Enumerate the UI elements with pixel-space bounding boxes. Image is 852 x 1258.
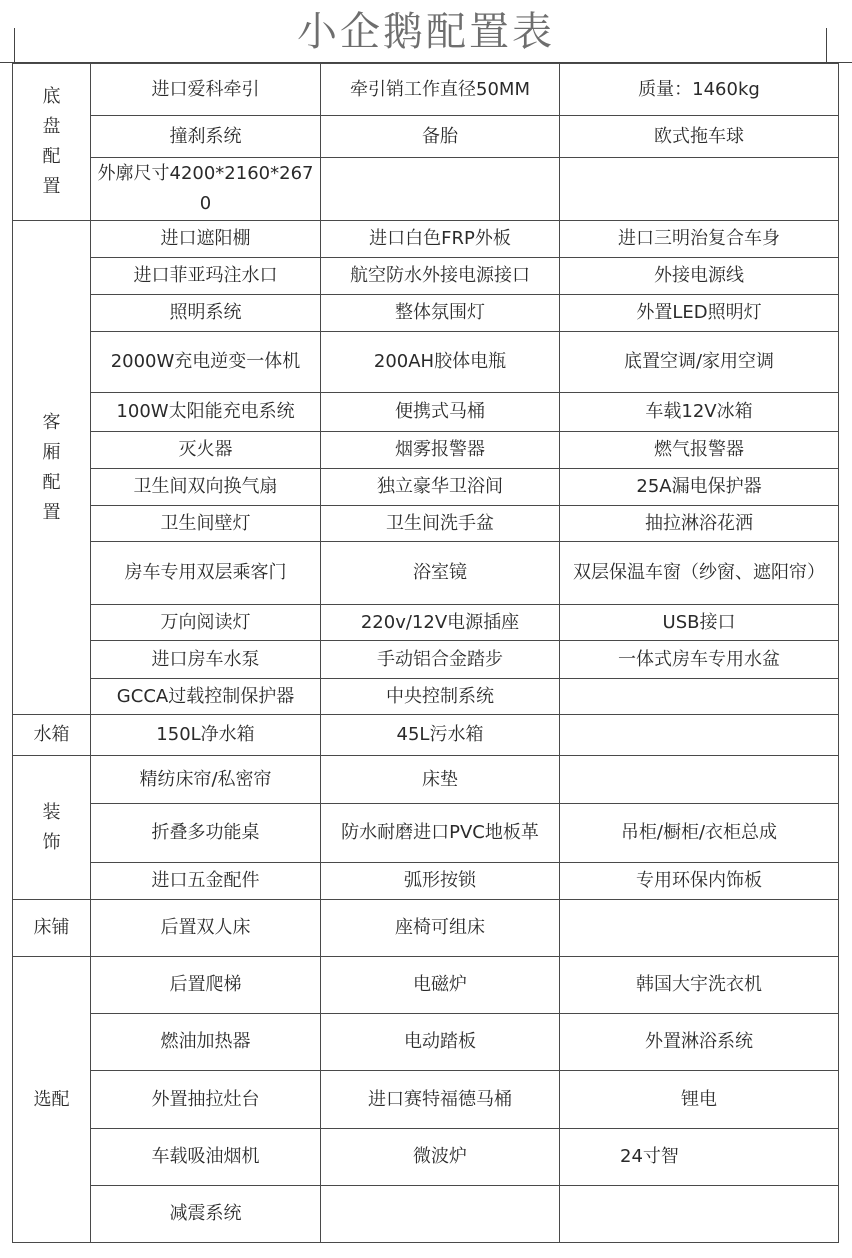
- table-cell: 房车专用双层乘客门: [91, 542, 321, 605]
- table-cell: 减震系统: [91, 1186, 321, 1243]
- table-cell: 质量：1460kg: [560, 64, 839, 116]
- table-row: [13, 605, 839, 641]
- table-cell: 220v/12V电源插座: [321, 605, 560, 641]
- table-cell: 2000W充电逆变一体机: [91, 332, 321, 393]
- table-cell: 进口三明治复合车身: [560, 221, 839, 258]
- table-cell: 韩国大宇洗衣机: [560, 957, 839, 1014]
- title-border-left: [14, 28, 15, 62]
- table-cell: 独立豪华卫浴间: [321, 469, 560, 506]
- table-row: [13, 506, 839, 542]
- table-cell: 照明系统: [91, 295, 321, 332]
- table-cell: 24寸智: [560, 1129, 839, 1186]
- table-cell: 外置抽拉灶台: [91, 1071, 321, 1129]
- table-cell: 电动踏板: [321, 1014, 560, 1071]
- table-row: [13, 679, 839, 715]
- table-row: [13, 900, 839, 957]
- table-row: [13, 542, 839, 605]
- table-cell: 万向阅读灯: [91, 605, 321, 641]
- table-row: [13, 804, 839, 863]
- table-row: [13, 1014, 839, 1071]
- title-border-right: [826, 28, 827, 62]
- table-cell: 100W太阳能充电系统: [91, 393, 321, 432]
- table-cell: 外置淋浴系统: [560, 1014, 839, 1071]
- table-row: [13, 1071, 839, 1129]
- table-row: [13, 116, 839, 158]
- table-cell: 床垫: [321, 756, 560, 804]
- table-row: [13, 469, 839, 506]
- config-table: [12, 63, 839, 1243]
- table-cell: 吊柜/橱柜/衣柜总成: [560, 804, 839, 863]
- table-row: [13, 756, 839, 804]
- table-cell: 航空防水外接电源接口: [321, 258, 560, 295]
- table-cell: 锂电: [560, 1071, 839, 1129]
- table-row: [13, 332, 839, 393]
- table-cell: 牵引销工作直径50MM: [321, 64, 560, 116]
- table-cell: 进口赛特福德马桶: [321, 1071, 560, 1129]
- table-cell: 中央控制系统: [321, 679, 560, 715]
- table-cell: 卫生间壁灯: [91, 506, 321, 542]
- table-cell: [560, 756, 839, 804]
- table-cell: 外廓尺寸4200*2160*2670: [91, 158, 321, 221]
- table-cell: 车载12V冰箱: [560, 393, 839, 432]
- table-cell: 双层保温车窗（纱窗、遮阳帘）: [560, 542, 839, 605]
- category-cabin: 客厢配置: [13, 221, 91, 715]
- category-water-tank: 水箱: [13, 715, 91, 756]
- table-cell: 便携式马桶: [321, 393, 560, 432]
- table-cell: 欧式拖车球: [560, 116, 839, 158]
- table-cell: 折叠多功能桌: [91, 804, 321, 863]
- table-cell: 备胎: [321, 116, 560, 158]
- page-title: 小企鹅配置表: [297, 9, 555, 55]
- table-cell: 进口爱科牵引: [91, 64, 321, 116]
- table-row: [13, 295, 839, 332]
- table-cell: [560, 715, 839, 756]
- table-row: [13, 258, 839, 295]
- table-cell: 弧形按锁: [321, 863, 560, 900]
- table-cell: 进口菲亚玛注水口: [91, 258, 321, 295]
- table-cell: 进口遮阳棚: [91, 221, 321, 258]
- table-cell: 座椅可组床: [321, 900, 560, 957]
- table-cell: 整体氛围灯: [321, 295, 560, 332]
- table-cell: 浴室镜: [321, 542, 560, 605]
- table-row: [13, 957, 839, 1014]
- table-cell: 25A漏电保护器: [560, 469, 839, 506]
- table-cell: [321, 1186, 560, 1243]
- table-cell: [560, 1186, 839, 1243]
- category-optional: 选配: [13, 957, 91, 1243]
- table-cell: 一体式房车专用水盆: [560, 641, 839, 679]
- table-cell: 底置空调/家用空调: [560, 332, 839, 393]
- table-cell: 燃油加热器: [91, 1014, 321, 1071]
- table-cell: [321, 158, 560, 221]
- table-row: [13, 715, 839, 756]
- table-cell: 专用环保内饰板: [560, 863, 839, 900]
- table-row: [13, 863, 839, 900]
- table-row: [13, 64, 839, 116]
- table-row: [13, 1186, 839, 1243]
- table-cell: 抽拉淋浴花洒: [560, 506, 839, 542]
- table-cell: 外置LED照明灯: [560, 295, 839, 332]
- table-cell: 灭火器: [91, 432, 321, 469]
- category-bedding: 床铺: [13, 900, 91, 957]
- table-cell: 电磁炉: [321, 957, 560, 1014]
- table-cell: [560, 679, 839, 715]
- table-cell: [560, 158, 839, 221]
- table-row: [13, 221, 839, 258]
- table-cell: 卫生间双向换气扇: [91, 469, 321, 506]
- table-row: [13, 393, 839, 432]
- table-cell: 微波炉: [321, 1129, 560, 1186]
- table-cell: 防水耐磨进口PVC地板革: [321, 804, 560, 863]
- category-decoration: 装饰: [13, 756, 91, 900]
- table-cell: 150L净水箱: [91, 715, 321, 756]
- category-chassis: 底盘配置: [13, 64, 91, 221]
- table-cell: 45L污水箱: [321, 715, 560, 756]
- table-cell: 后置双人床: [91, 900, 321, 957]
- table-cell: 进口五金配件: [91, 863, 321, 900]
- table-cell: 进口白色FRP外板: [321, 221, 560, 258]
- table-cell: 燃气报警器: [560, 432, 839, 469]
- table-cell: 外接电源线: [560, 258, 839, 295]
- table-row: [13, 432, 839, 469]
- table-cell: 200AH胶体电瓶: [321, 332, 560, 393]
- table-cell: 后置爬梯: [91, 957, 321, 1014]
- table-row: [13, 1129, 839, 1186]
- table-cell: 烟雾报警器: [321, 432, 560, 469]
- table-row: [13, 641, 839, 679]
- table-cell: 手动铝合金踏步: [321, 641, 560, 679]
- table-cell: 卫生间洗手盆: [321, 506, 560, 542]
- table-cell: [560, 900, 839, 957]
- table-cell: 车载吸油烟机: [91, 1129, 321, 1186]
- table-row: [13, 158, 839, 221]
- table-cell: 精纺床帘/私密帘: [91, 756, 321, 804]
- table-cell: 撞刹系统: [91, 116, 321, 158]
- table-cell: USB接口: [560, 605, 839, 641]
- table-cell: 进口房车水泵: [91, 641, 321, 679]
- table-cell: GCCA过载控制保护器: [91, 679, 321, 715]
